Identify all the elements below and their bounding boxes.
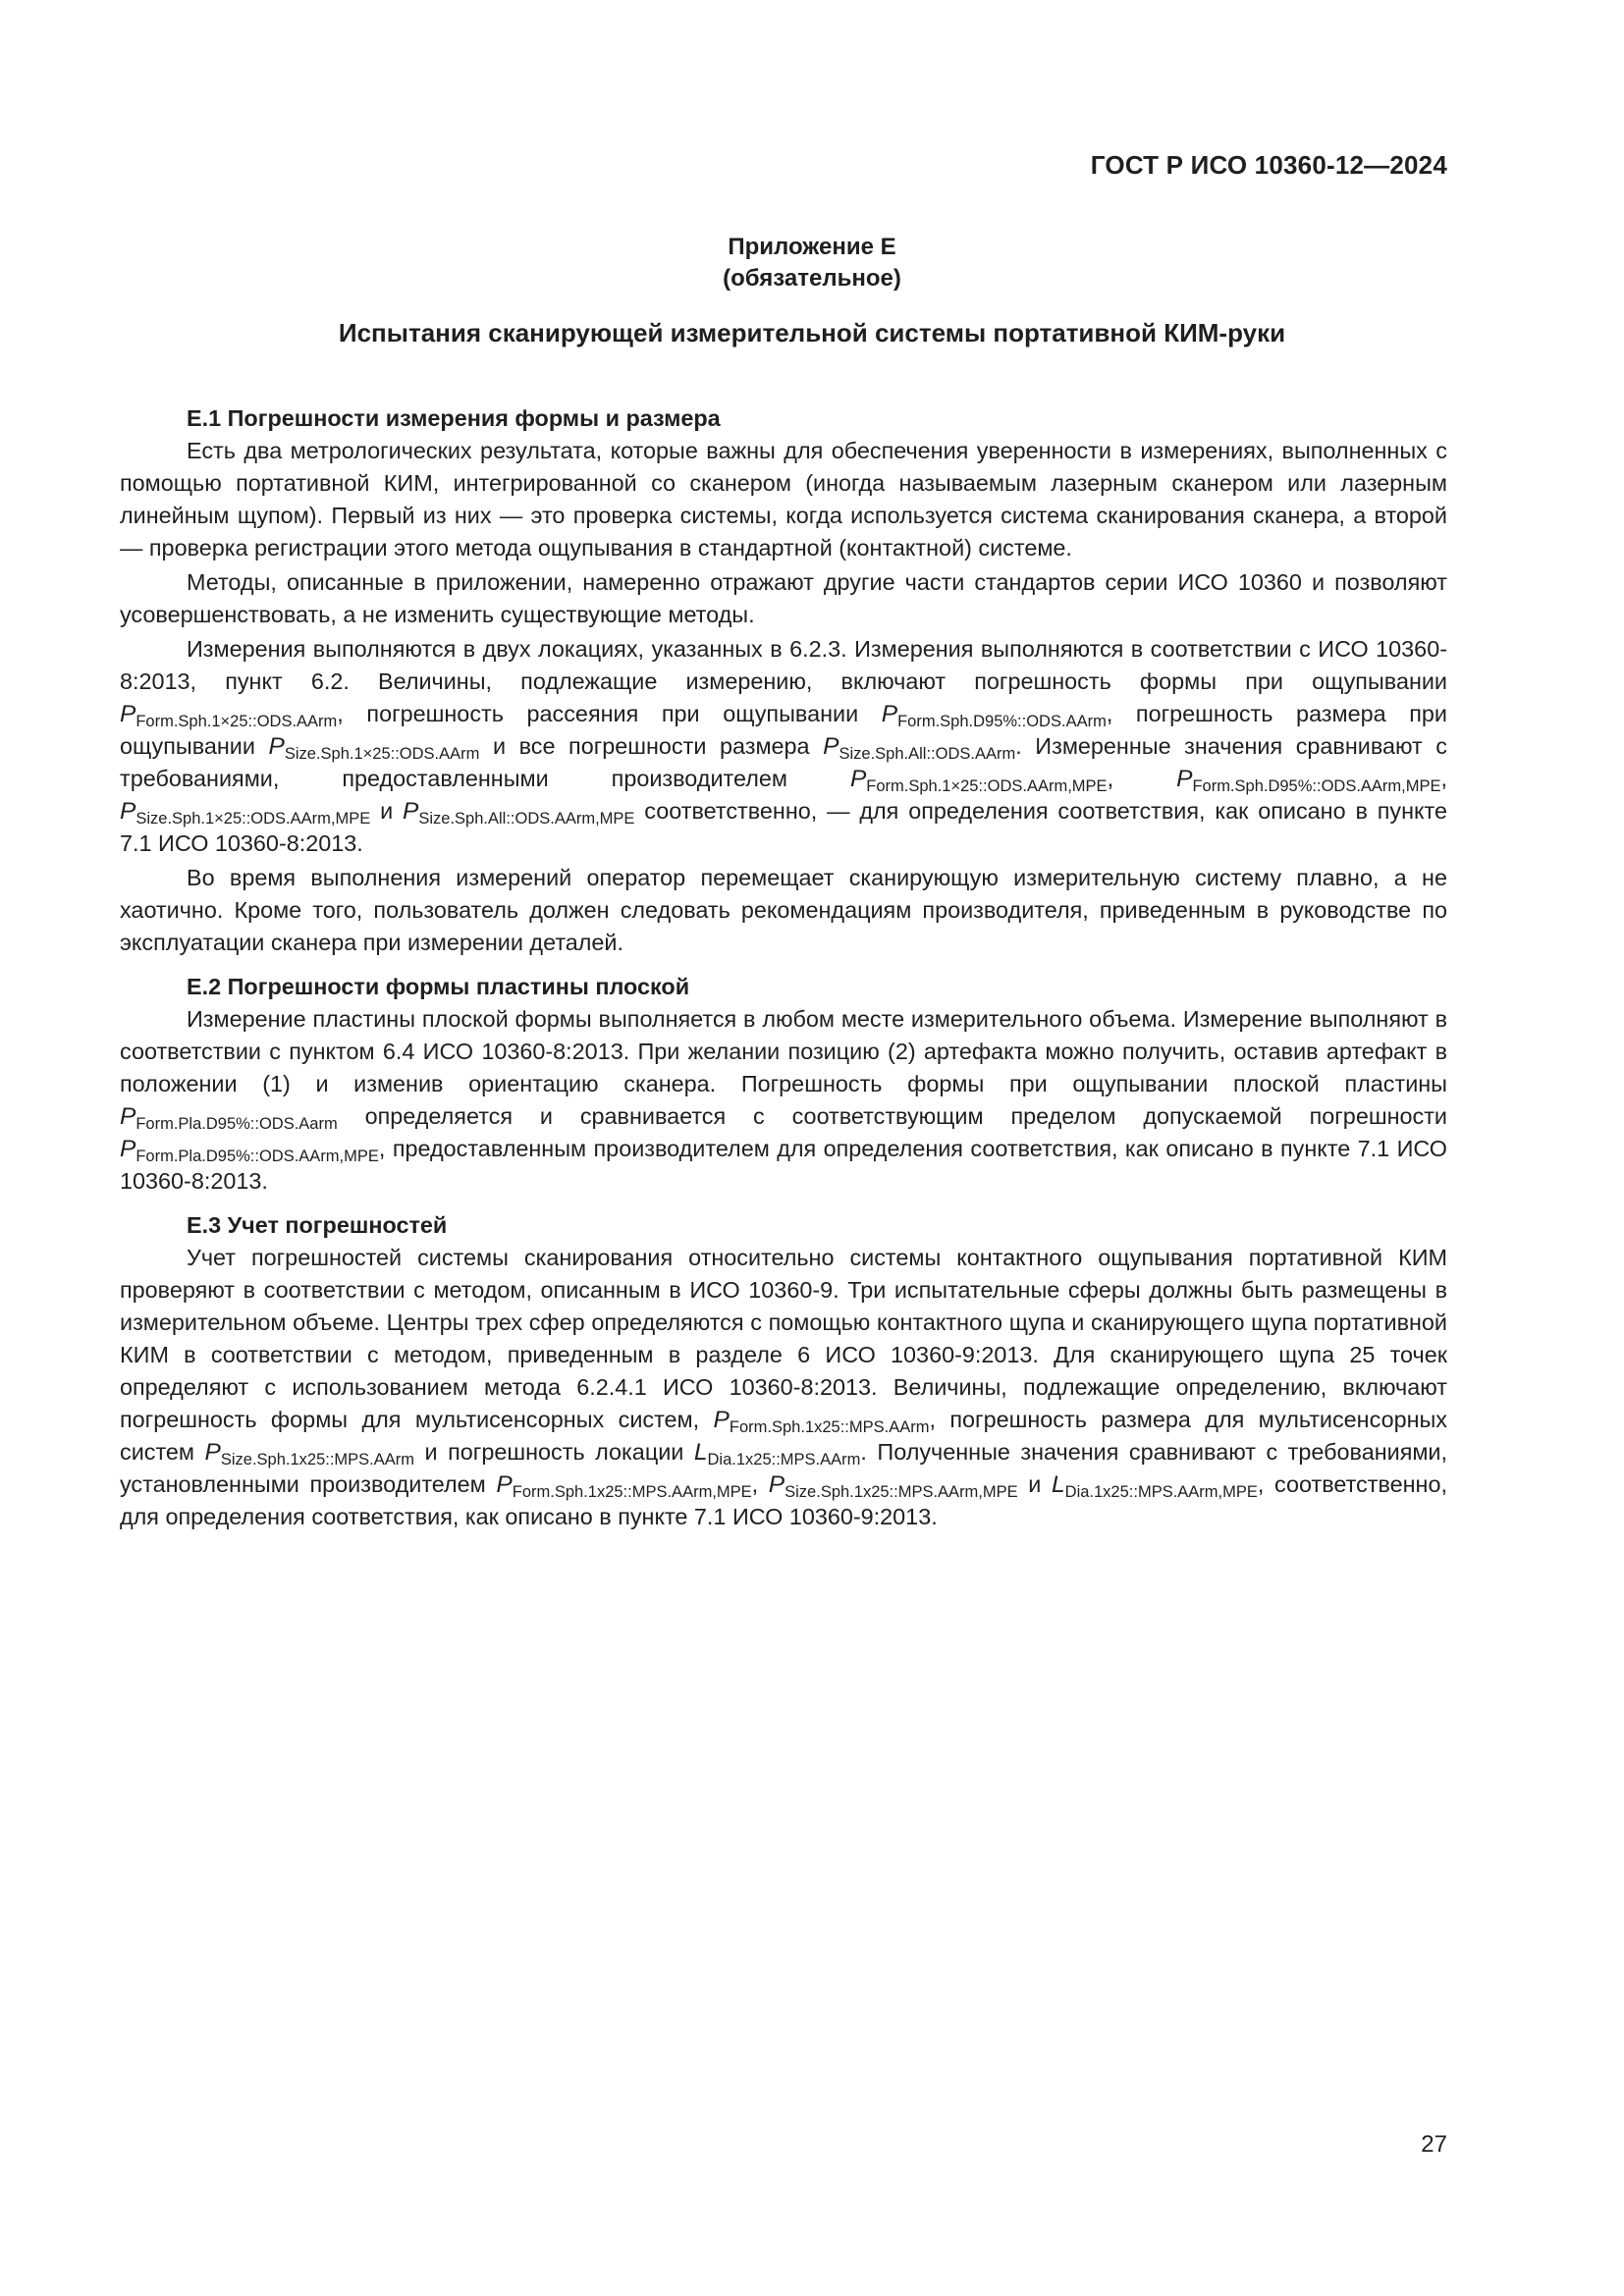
page-number: 27 [1421,2131,1447,2158]
text-run: . Полученные значения сравнивают с требованиями, установленными производителем [120,1439,1447,1497]
text-run: , [1107,766,1177,791]
symbol-letter: P [713,1407,730,1433]
symbol-subscript: Form.Sph.1x25::MPS.AArm,MPE [512,1483,752,1501]
text-run: Учет погрешностей системы сканирования относительно системы контактного ощупывания портативной КИМ проверяют в соответствии с методом, описанным в ИСО 10360-9. Три испытательные сферы должны быть размещены в измерительном объеме. Центры трех сфер определяются с помощью контактного щупа и сканирующего щупа портативной КИМ в соответствии с методом, приведенным в разделе 6 ИСО 10360-9:2013. Для сканирующего щупа 25 точек определяют с использованием метода 6.2.4.1 ИСО 10360-8:2013. Величины, подлежащие определению, включают погрешность формы для мультисенсорных систем, [120,1245,1447,1432]
symbol-letter: P [768,1471,785,1498]
symbol-p-size-sph-1x25-ods-mpe [120,798,371,828]
text-run: и все погрешности размера [479,733,824,759]
symbol-p-size-sph-1x25-ods [268,733,480,763]
symbol-subscript: Size.Sph.1x25::MPS.AArm [220,1451,415,1468]
symbol-letter: P [120,1136,136,1162]
symbol-letter: P [849,766,867,792]
text-run: , погрешность размера при ощупывании [120,701,1447,759]
symbol-letter: P [881,701,898,727]
section-heading-e3: Е.3 Учет погрешностей [187,1212,448,1238]
symbol-subscript: Form.Sph.1x25::MPS.AArm [729,1418,930,1436]
symbol-letter: P [496,1471,513,1498]
symbol-p-form-sph-d95-ods-mpe [1176,766,1441,795]
symbol-p-form-sph-d95-ods [881,701,1107,730]
text-run: , предоставленным производителем для определения соответствия, как описано в пункте 7.1 ИСО 10360-8:2013. [120,1136,1447,1194]
document-body [120,402,1447,1533]
symbol-subscript: Size.Sph.All::ODS.AArm,MPE [418,810,635,828]
text-run: , [751,1471,769,1497]
text-run: и [370,798,404,824]
text-run: , соответственно, для определения соответствия, как описано в пункте 7.1 ИСО 10360-9:2013. [120,1471,1447,1529]
text-run: , погрешность размера для мультисенсорных систем [120,1407,1448,1465]
appendix-label: Приложение Е [728,234,896,260]
text-run: . Измеренные значения сравнивают с требованиями, предоставленными производителем [120,733,1447,791]
symbol-letter: L [1052,1471,1065,1498]
text-run: определяется и сравнивается с соответствующим пределом допускаемой погрешности [337,1103,1447,1129]
symbol-subscript: Form.Pla.D95%::ODS.Aarm [135,1115,338,1133]
symbol-letter: P [204,1439,221,1466]
symbol-letter: P [268,733,285,760]
symbol-p-size-sph-all-ods-mpe [403,798,635,828]
symbol-p-size-sph-1x25-mps-mpe [768,1471,1018,1501]
paragraph-e1-1: Есть два метрологических результата, которые важны для обеспечения уверенности в измерениях, выполненных с помощью портативной КИМ, интегрированной со сканером (иногда называемым лазерным сканером или лазерным линейным щупом). Первый из них — это проверка системы, когда используется система сканирования сканера, а второй — проверка регистрации этого метода ощупывания в стандартной (контактной) системе. [120,438,1447,561]
symbol-p-form-sph-1x25-mps [713,1407,930,1436]
text-run: Измерение пластины плоской формы выполняется в любом месте измерительного объема. Измерение выполняют в соответствии с пунктом 6.4 ИСО 10360-8:2013. При желании позицию (2) артефакта можно получить, оставив артефакт в положении (1) и изменив ориентацию сканера. Погрешность формы при ощупывании плоской пластины [120,1006,1447,1096]
symbol-p-size-sph-all-ods [823,733,1016,763]
text-run: Измерения выполняются в двух локациях, указанных в 6.2.3. Измерения выполняются в соответствии с ИСО 10360-8:2013, пункт 6.2. Величины, подлежащие измерению, включают погрешность формы при ощупывании [120,636,1447,694]
symbol-subscript: Form.Sph.D95%::ODS.AArm [897,713,1107,730]
appendix-heading [0,232,1624,294]
symbol-p-form-sph-1x25-mps-mpe [496,1471,752,1501]
symbol-letter: P [823,733,839,760]
symbol-subscript: Form.Sph.1×25::ODS.AArm,MPE [866,777,1108,795]
text-run: , [1440,766,1447,791]
symbol-subscript: Size.Sph.All::ODS.AArm [839,745,1016,763]
standard-id: ГОСТ Р ИСО 10360-12—2024 [1090,150,1447,180]
text-run: соответственно, — для определения соответствия, как описано в пункте 7.1 ИСО 10360-8:2013. [120,798,1447,856]
symbol-letter: P [120,798,136,825]
text-run: и [1017,1471,1053,1497]
symbol-subscript: Dia.1x25::MPS.AArm [707,1451,861,1468]
symbol-letter: P [120,701,136,727]
symbol-p-size-sph-1x25-mps [204,1439,415,1468]
symbol-subscript: Size.Sph.1×25::ODS.AArm,MPE [135,810,371,828]
paragraph-e2-1 [120,1003,1447,1198]
symbol-p-form-pla-d95-ods [120,1103,338,1133]
symbol-letter: P [120,1103,136,1130]
text-run: , погрешность рассеяния при ощупывании [337,701,882,726]
symbol-p-form-sph-1x25-ods-mpe [849,766,1108,795]
symbol-letter: P [1176,766,1193,792]
symbol-subscript: Size.Sph.1x25::MPS.AArm,MPE [785,1483,1018,1501]
symbol-p-form-sph-1x25-ods [120,701,338,730]
paragraph-e1-4: Во время выполнения измерений оператор перемещает сканирующую измерительную систему плавно, а не хаотично. Кроме того, пользователь должен следовать рекомендациям производителя, приведенным в руководстве по эксплуатации сканера при измерении деталей. [120,865,1447,955]
paragraph-e1-3 [120,633,1447,860]
symbol-letter: L [693,1439,708,1466]
paragraph-e1-2: Методы, описанные в приложении, намеренно отражают другие части стандартов серии ИСО 10360 и позволяют усовершенствовать, а не изменить существующие методы. [120,569,1447,627]
symbol-subscript: Size.Sph.1×25::ODS.AArm [284,745,480,763]
section-heading-e1: Е.1 Погрешности измерения формы и размера [187,405,721,431]
symbol-p-form-pla-d95-ods-mpe [120,1136,379,1165]
symbol-l-dia-1x25-mps [693,1439,861,1468]
symbol-subscript: Dia.1x25::MPS.AArm,MPE [1064,1483,1258,1501]
paragraph-e3-1 [120,1242,1447,1533]
symbol-subscript: Form.Pla.D95%::ODS.AArm,MPE [135,1148,379,1165]
appendix-title: Испытания сканирующей измерительной системы портативной КИМ-руки [338,318,1286,347]
appendix-status: (обязательное) [723,265,901,292]
text-run: и погрешность локации [414,1439,694,1465]
symbol-subscript: Form.Sph.1×25::ODS.AArm [135,713,338,730]
section-heading-e2: Е.2 Погрешности формы пластины плоской [187,974,690,999]
symbol-subscript: Form.Sph.D95%::ODS.AArm,MPE [1192,777,1441,795]
symbol-l-dia-1x25-mps-mpe [1052,1471,1258,1501]
symbol-letter: P [403,798,419,825]
